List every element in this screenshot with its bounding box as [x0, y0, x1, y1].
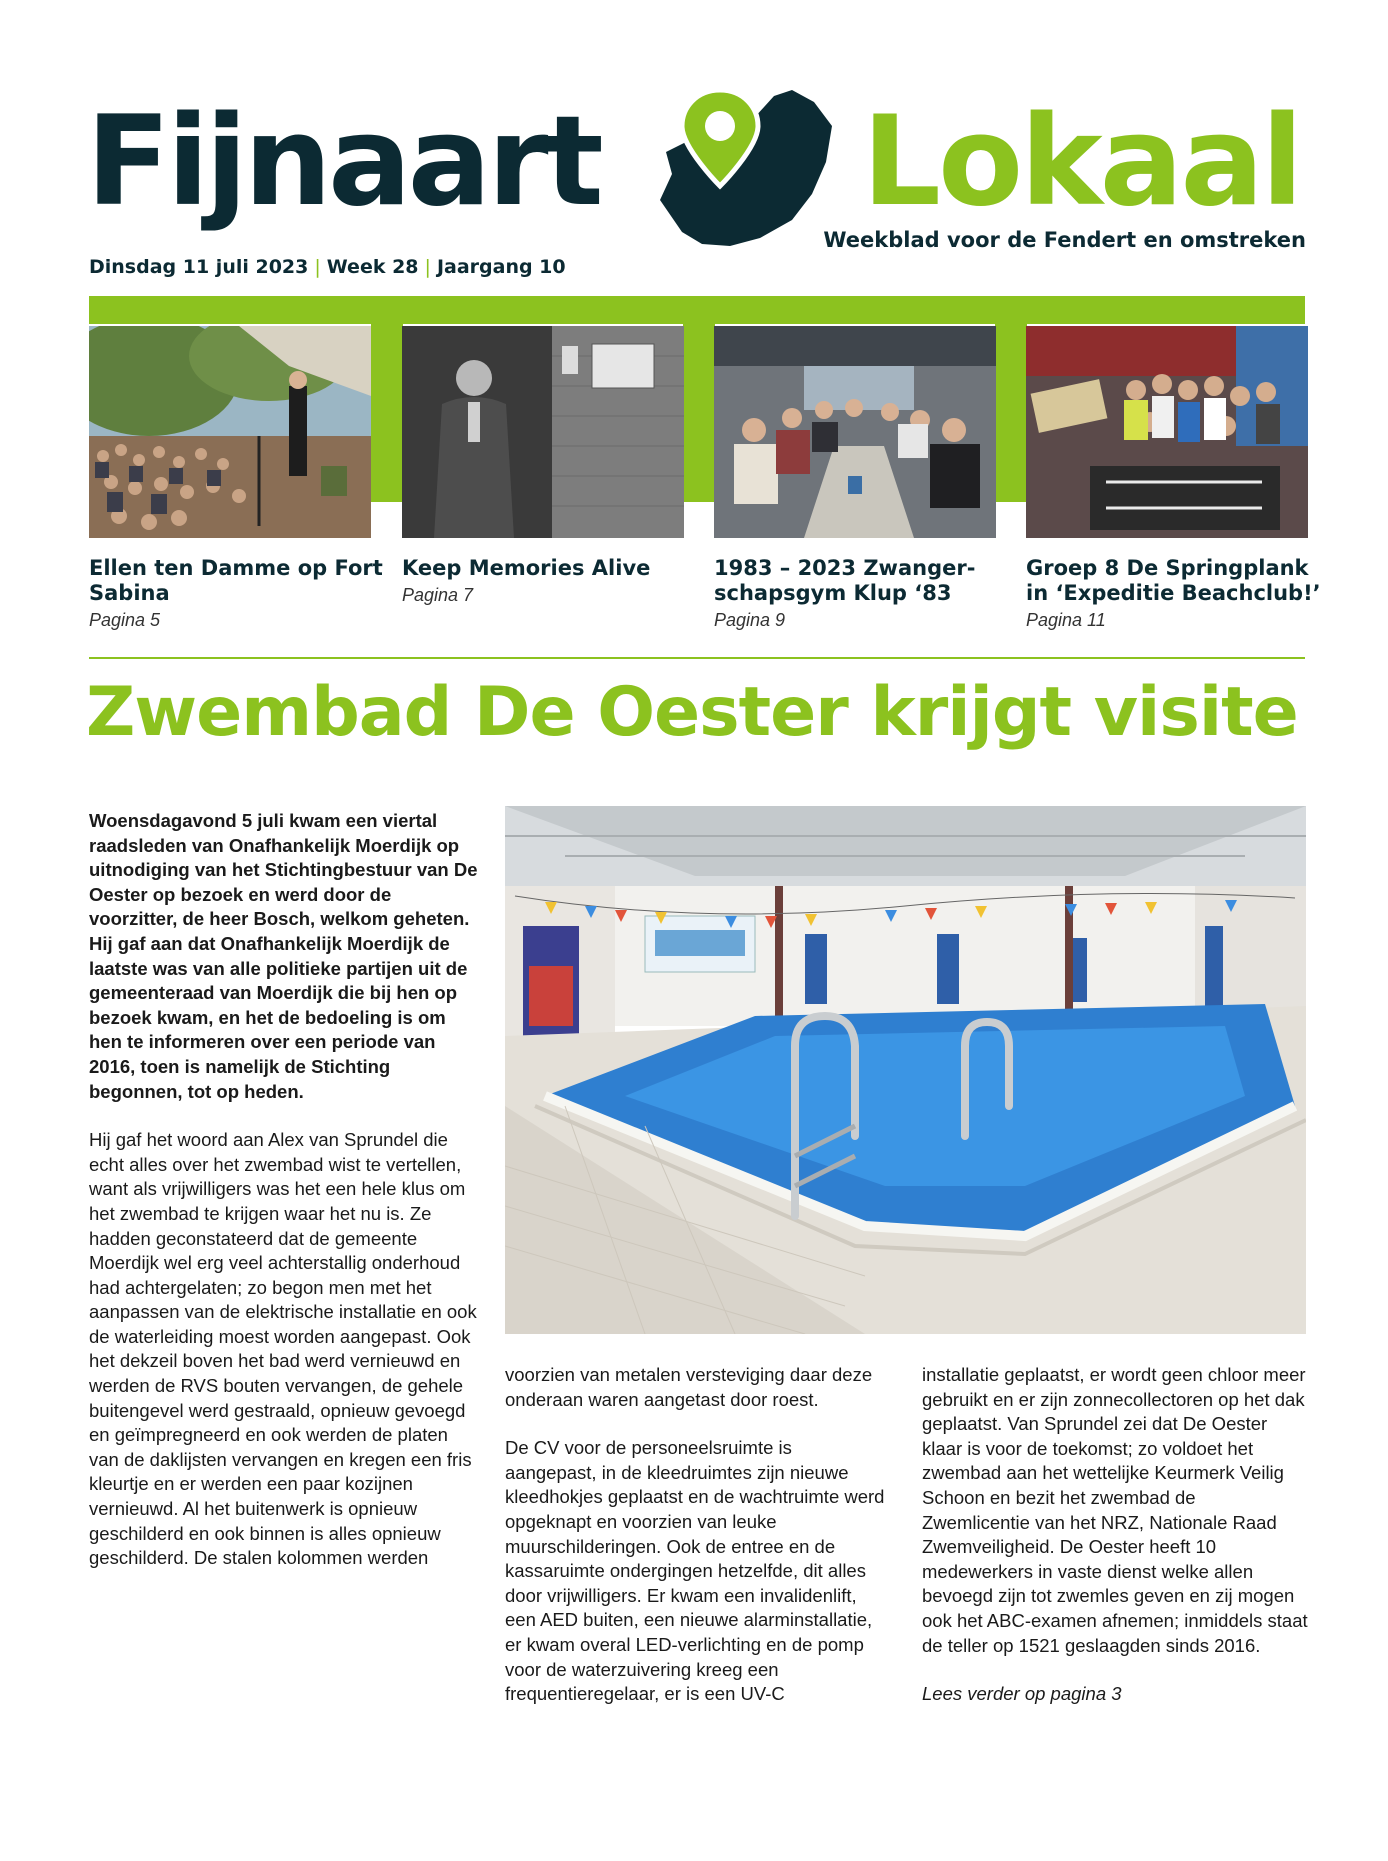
teaser-green-tab — [683, 296, 715, 502]
teaser-page-ref: Pagina 9 — [714, 610, 786, 630]
article-column-2 — [505, 1363, 885, 1707]
teaser-green-tab — [371, 296, 403, 502]
teaser-image-concert[interactable] — [89, 326, 371, 538]
masthead-title-left: Fijnaart — [86, 90, 600, 234]
issue-week: Week 28 — [326, 256, 419, 278]
teaser-image-musical[interactable] — [1026, 326, 1308, 538]
article-paragraph: De CV voor de personeelsruimte is aangepast, in de kleedruimtes zijn nieuwe kleedhokjes geplaatst en de wachtruimte werd opgeknapt en voorzien van leuke muurschilderingen. Ook de entree en de kassaruimte ondergingen hetzelfde, dit alles door vrijwilligers. Er kwam een invalidenlift, een AED buiten, een nieuwe alarminstallatie, er kwam overal LED-verlichting en de pomp voor de waterzuivering kreeg een frequentieregelaar, er is een UV-C — [505, 1437, 885, 1705]
teaser-title[interactable]: Keep Memories Alive — [402, 556, 651, 580]
article-column-1 — [89, 809, 481, 1571]
article-lead: Woensdagavond 5 juli kwam een viertal raadsleden van Onafhankelijk Moerdijk op uitnodiging van het Stichtingbestuur van De Oester op bezoek en werd door de voorzitter, de heer Bosch, welkom geheten. Hij gaf aan dat Onafhankelijk Moerdijk de laatste was van alle politieke partijen uit de gemeenteraad van Moerdijk die bij hen op bezoek kwam, en het de bedoeling is om hen te informeren over een periode van 2016, toen is namelijk de Stichting begonnen, tot op heden. — [89, 810, 478, 1102]
teaser-image-portrait[interactable] — [402, 326, 684, 538]
article-column-3 — [922, 1363, 1308, 1707]
teaser-title[interactable]: Groep 8 De Springplank in ‘Expeditie Beachclub!’ — [1026, 556, 1321, 605]
teaser-title[interactable]: Ellen ten Damme op Fort Sabina — [89, 556, 383, 605]
article-photo-pool[interactable] — [505, 806, 1306, 1334]
map-pin-region-icon — [642, 82, 850, 252]
article-paragraph: installatie geplaatst, er wordt geen chloor meer gebruikt en er zijn zonnecollectoren op het dak geplaatst. Van Sprundel zei dat De Oester klaar is voor de toekomst; zo voldoet het zwembad aan het wettelijke Keurmerk Veilig Schoon en bezit het zwembad de Zwemlicentie van het NRZ, Nationale Raad Zwemveiligheid. De Oester heeft 10 medewerkers in vaste dienst welke allen bevoegd zijn tot zwemles geven en zij mogen ook het ABC-examen afnemen; inmiddels staat de teller op 1521 geslaagden sinds 2016. — [922, 1364, 1308, 1656]
section-divider — [89, 657, 1305, 659]
article-paragraph: Hij gaf het woord aan Alex van Sprundel die echt alles over het zwembad wist te vertellen, want als vrijwilligers was het een hele klus om het zwembad te krijgen waar het nu is. Ze hadden geconstateerd dat de gemeente Moerdijk wel erg veel achterstallig onderhoud had achtergelaten; zo begon men met het aanpassen van de elektrische installatie en ook de waterleiding moest worden aangepast. Ook het dekzeil boven het bad werd vernieuwd en werden de RVS bouten vervangen, de gehele buitengevel werd gestraald, opnieuw gevoegd en geïmpregneerd en ook werden de platen van de daklijsten vervangen en kregen een fris kleurtje en er werden een paar kozijnen vernieuwd. Al het buitenwerk is opnieuw geschilderd en ook binnen is alles opnieuw geschilderd. De stalen kolommen werden — [89, 1129, 477, 1569]
teaser-title[interactable]: 1983 – 2023 Zwanger-schapsgym Klup ‘83 — [714, 556, 976, 605]
article-headline: Zwembad De Oester krijgt visite — [86, 673, 1298, 752]
teaser-page-ref: Pagina 7 — [402, 585, 474, 605]
issue-separator: | — [314, 256, 321, 278]
teaser-page-ref: Pagina 5 — [89, 610, 161, 630]
article-paragraph: voorzien van metalen versteviging daar deze onderaan waren aangetast door roest. — [505, 1364, 873, 1410]
issue-volume: Jaargang 10 — [436, 256, 566, 278]
issue-date: Dinsdag 11 juli 2023 — [89, 256, 309, 278]
teaser-page-ref: Pagina 11 — [1026, 610, 1106, 630]
issue-separator: | — [424, 256, 431, 278]
teaser-image-dinner[interactable] — [714, 326, 996, 538]
masthead-title-right: Lokaal — [862, 90, 1301, 234]
masthead-tagline: Weekblad voor de Fendert en omstreken — [823, 228, 1306, 252]
teaser-green-tab — [995, 296, 1027, 502]
continued-link[interactable]: Lees verder op pagina 3 — [922, 1683, 1122, 1705]
issue-info — [89, 256, 566, 278]
